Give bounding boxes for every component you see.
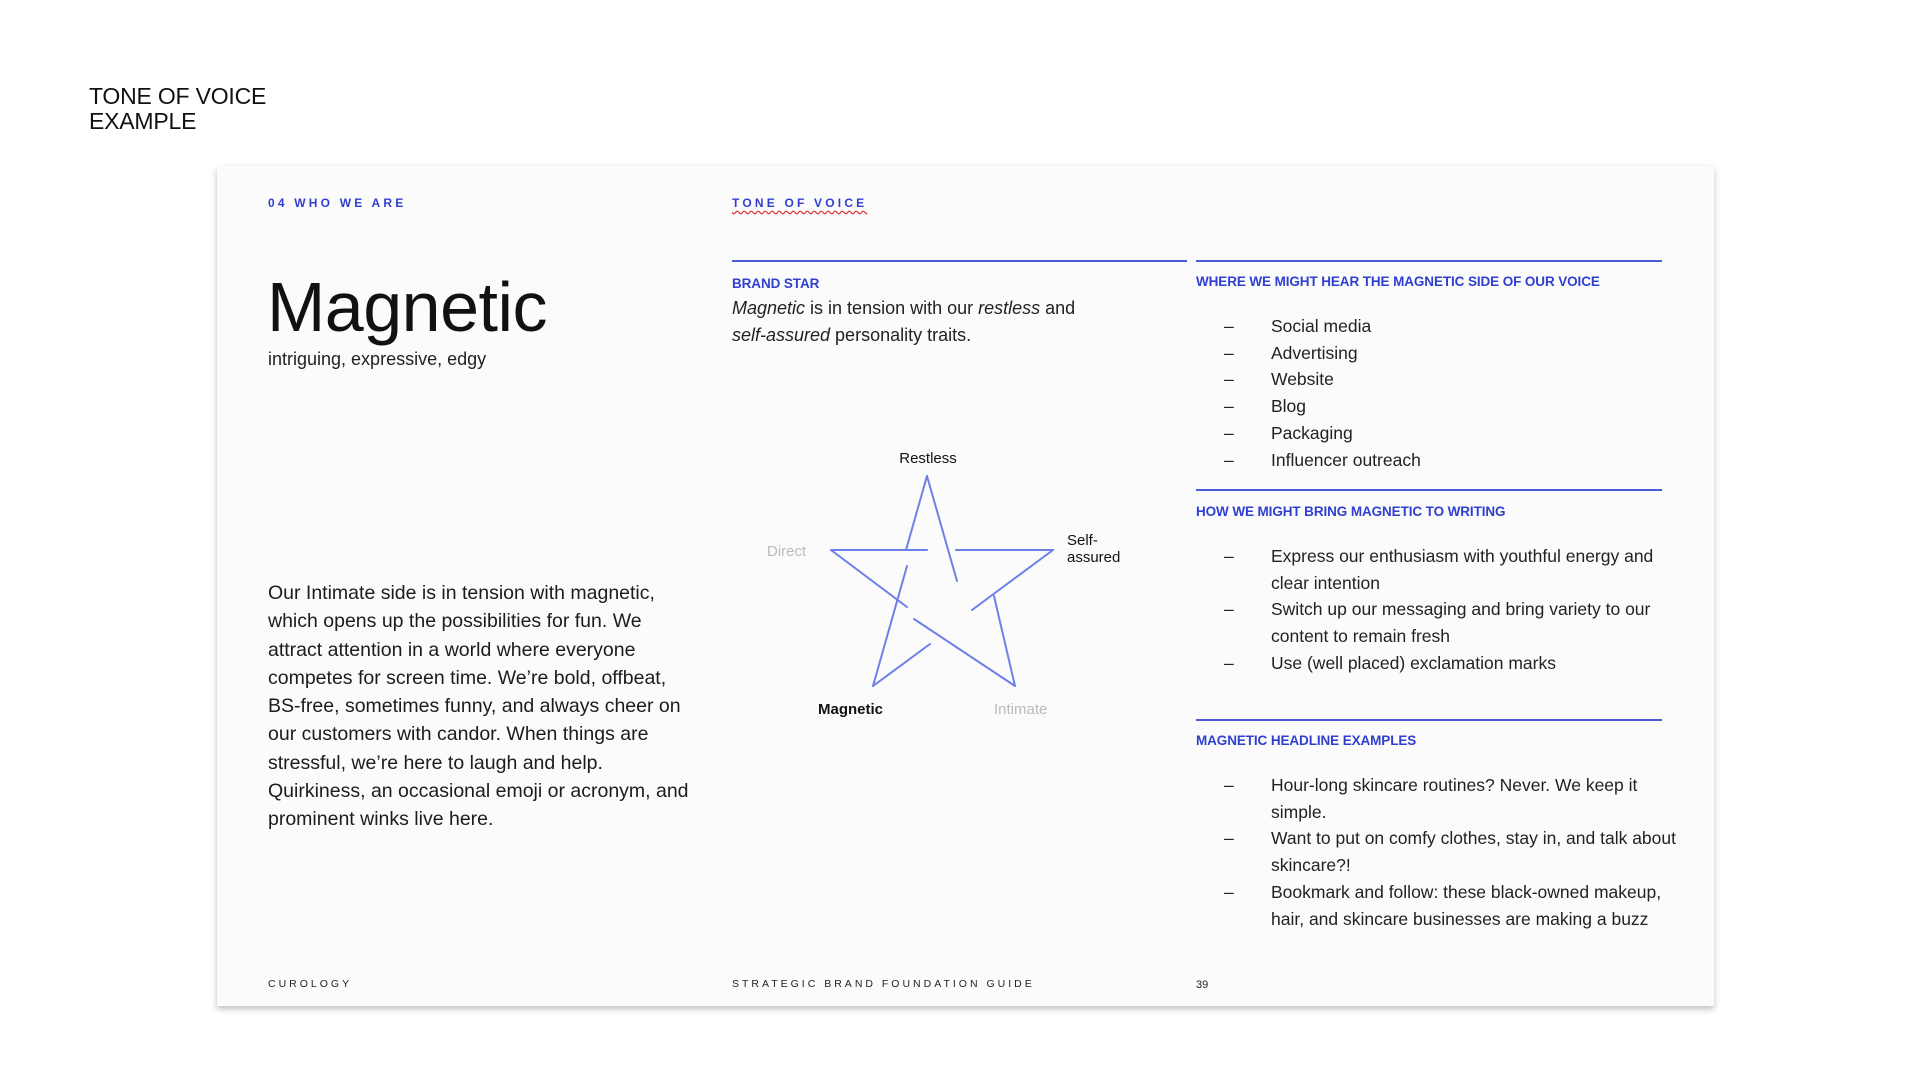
slide-card xyxy=(217,166,1714,1006)
footer-brand: CUROLOGY xyxy=(268,978,353,990)
desc-text-3: personality traits. xyxy=(830,325,972,345)
list-item xyxy=(1196,543,1676,596)
dash-bullet: – xyxy=(1224,396,1234,417)
writing-list xyxy=(1196,543,1676,677)
star-line xyxy=(994,596,1015,686)
page-heading-line2: EXAMPLE xyxy=(89,108,197,134)
star-label-intimate: Intimate xyxy=(994,701,1048,718)
dash-bullet: – xyxy=(1224,449,1234,470)
list-item-text: Influencer outreach xyxy=(1271,449,1421,470)
list-item-text: Advertising xyxy=(1271,342,1358,363)
desc-restless: restless xyxy=(978,298,1041,318)
slide-title: Magnetic xyxy=(267,268,548,346)
list-item xyxy=(1196,879,1676,932)
brand-star-description xyxy=(732,295,1132,349)
desc-self-assured: self-assured xyxy=(732,325,831,345)
headlines-heading: MAGNETIC HEADLINE EXAMPLES xyxy=(1196,733,1417,748)
star-line xyxy=(906,476,927,550)
list-item-text: Use (well placed) exclamation marks xyxy=(1271,652,1556,673)
footer-guide: STRATEGIC BRAND FOUNDATION GUIDE xyxy=(732,978,1035,990)
list-item-text: Website xyxy=(1271,369,1334,390)
star-line xyxy=(873,566,907,686)
brand-star-rule xyxy=(732,260,1187,262)
list-item xyxy=(1196,313,1676,340)
list-item-text: Express our enthusiasm with youthful energy and clear intention xyxy=(1271,546,1654,593)
where-hear-list xyxy=(1196,313,1676,473)
where-hear-rule xyxy=(1196,260,1662,262)
list-item xyxy=(1196,420,1676,447)
dash-bullet: – xyxy=(1224,369,1234,390)
tone-of-voice-label: TONE OF VOICE xyxy=(732,196,868,210)
star-lines xyxy=(831,476,1053,686)
dash-bullet: – xyxy=(1224,652,1234,673)
list-item xyxy=(1196,772,1676,825)
list-item xyxy=(1196,393,1676,420)
star-label-self-assured-1: Self- xyxy=(1067,532,1098,549)
star-line xyxy=(873,644,930,686)
star-label-restless: Restless xyxy=(899,450,957,467)
star-label-magnetic: Magnetic xyxy=(818,701,884,718)
slide-subtitle: intriguing, expressive, edgy xyxy=(268,349,487,369)
dash-bullet: – xyxy=(1224,422,1234,443)
star-label-self-assured-2: assured xyxy=(1067,549,1121,566)
list-item xyxy=(1196,650,1676,677)
dash-bullet: – xyxy=(1224,316,1234,336)
desc-magnetic: Magnetic xyxy=(732,298,806,318)
dash-bullet: – xyxy=(1224,599,1234,620)
brand-star-diagram xyxy=(732,426,1152,746)
list-item xyxy=(1196,447,1676,474)
list-item xyxy=(1196,825,1676,878)
headlines-rule xyxy=(1196,719,1662,721)
desc-text-1: is in tension with our xyxy=(805,298,979,318)
page-heading xyxy=(89,84,266,134)
dash-bullet: – xyxy=(1224,881,1234,902)
section-label: 04 WHO WE ARE xyxy=(268,196,407,210)
list-item-text: Hour-long skincare routines? Never. We keep it simple. xyxy=(1271,775,1638,822)
dash-bullet: – xyxy=(1224,342,1234,363)
star-line xyxy=(972,550,1053,610)
list-item xyxy=(1196,366,1676,393)
headlines-list xyxy=(1196,772,1676,932)
star-label-direct: Direct xyxy=(767,543,807,560)
star-line xyxy=(927,476,957,581)
star-line xyxy=(914,619,1015,686)
dash-bullet: – xyxy=(1224,775,1234,795)
writing-heading: HOW WE MIGHT BRING MAGNETIC TO WRITING xyxy=(1196,504,1506,519)
desc-text-2: and xyxy=(1040,298,1076,318)
writing-rule xyxy=(1196,489,1662,491)
star-line xyxy=(831,550,907,607)
page-number: 39 xyxy=(1196,979,1209,991)
list-item-text: Packaging xyxy=(1271,422,1353,443)
list-item-text: Switch up our messaging and bring variety to our content to remain fresh xyxy=(1271,599,1651,647)
list-item-text: Want to put on comfy clothes, stay in, and talk about skincare?! xyxy=(1271,828,1676,876)
page-heading-line1: TONE OF VOICE xyxy=(89,83,267,109)
where-hear-heading: WHERE WE MIGHT HEAR THE MAGNETIC SIDE OF OUR VOICE xyxy=(1196,274,1600,289)
list-item-text: Blog xyxy=(1271,396,1307,417)
dash-bullet: – xyxy=(1224,828,1234,849)
dash-bullet: – xyxy=(1224,546,1234,566)
body-paragraph: Our Intimate side is in tension with magnetic, which opens up the possibilities for fun. We attract attention in a world where everyone competes for screen time. We’re bold, offbeat, BS-free, sometimes funny, and always cheer on our customers with candor. When things are stressful, we’re here to laugh and help. Quirkiness, an occasional emoji or acronym, and prominent winks live here. xyxy=(268,582,689,831)
brand-star-heading: BRAND STAR xyxy=(732,276,820,291)
list-item-text: Social media xyxy=(1271,316,1372,336)
list-item-text: Bookmark and follow: these black-owned makeup, hair, and skincare businesses are making a buzz xyxy=(1271,881,1662,929)
list-item xyxy=(1196,596,1676,649)
list-item xyxy=(1196,340,1676,367)
